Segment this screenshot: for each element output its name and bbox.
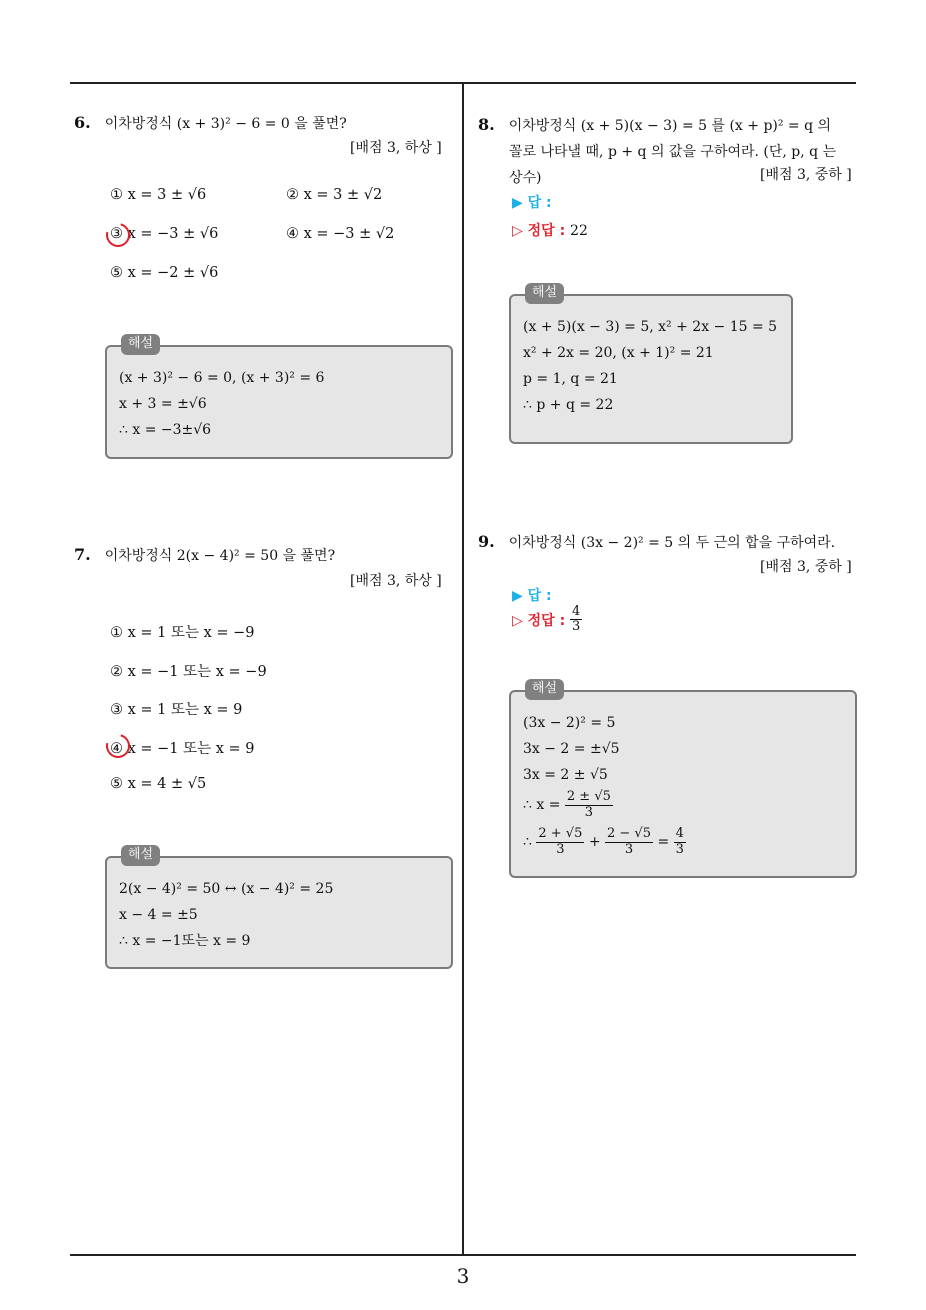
- question-text: 이차방정식 (x + 5)(x − 3) = 5 를 (x + p)² = q 의: [508, 118, 832, 134]
- selected-answer-mark: [102, 219, 135, 252]
- question-number: 8.: [478, 115, 495, 134]
- explanation-box: [105, 847, 453, 969]
- fraction-numerator: 2 − √5: [607, 826, 651, 842]
- explanation-line: (x + 5)(x − 3) = 5, x² + 2x − 15 = 5: [523, 319, 778, 335]
- fraction: [674, 827, 686, 857]
- choice-1[interactable]: ① x = 3 ± √6: [110, 187, 207, 203]
- fraction-denominator: 3: [572, 619, 581, 635]
- question-text: 상수): [509, 169, 542, 186]
- question-text: 이차방정식 2(x − 4)² = 50 을 풀면?: [104, 548, 336, 564]
- page-number: 3: [456, 1264, 470, 1288]
- choice-2[interactable]: ② x = −1 또는 x = −9: [110, 664, 267, 680]
- choice-1[interactable]: ① x = 1 또는 x = −9: [110, 625, 255, 641]
- explanation-label: 해설: [525, 283, 564, 304]
- explanation-line: 2(x − 4)² = 50 ↔ (x − 4)² = 25: [119, 881, 334, 897]
- explanation-prefix: ∴: [523, 834, 532, 850]
- answer-input-label[interactable]: ▶ 답 :: [512, 588, 552, 604]
- fraction-denominator: 3: [624, 841, 634, 857]
- explanation-prefix: ∴ x =: [523, 797, 561, 813]
- fraction: [605, 827, 653, 857]
- explanation-label: 해설: [525, 679, 564, 700]
- explanation-line: ∴ p + q = 22: [523, 397, 614, 413]
- explanation-label: 해설: [121, 845, 160, 866]
- correct-answer-label: ▷ 정답 :: [512, 223, 566, 239]
- correct-answer: [512, 605, 582, 635]
- choice-4[interactable]: ④ x = −1 또는 x = 9: [110, 741, 255, 757]
- explanation-line: 3x − 2 = ±√5: [523, 741, 620, 757]
- question-text: 꼴로 나타낼 때, p + q 의 값을 구하여라. (단, p, q 는: [509, 143, 837, 160]
- explanation-line: [523, 788, 843, 822]
- choice-2[interactable]: ② x = 3 ± √2: [286, 187, 383, 203]
- explanation-line: ∴ x = −3±√6: [119, 422, 212, 438]
- explanation-box: [509, 681, 857, 878]
- explanation-line: x − 4 = ±5: [119, 907, 198, 923]
- fraction-numerator: 2 ± √5: [566, 789, 611, 805]
- question-6: [74, 108, 347, 138]
- choice-3[interactable]: ③ x = 1 또는 x = 9: [110, 702, 243, 718]
- correct-answer: [512, 220, 588, 240]
- fraction-denominator: 3: [675, 841, 684, 857]
- bottom-rule: [70, 1254, 856, 1256]
- question-text: 이차방정식 (3x − 2)² = 5 의 두 근의 합을 구하여라.: [508, 535, 836, 551]
- column-divider: [462, 83, 464, 1255]
- explanation-line: x² + 2x = 20, (x + 1)² = 21: [523, 345, 714, 361]
- choice-3[interactable]: ③ x = −3 ± √6: [110, 226, 219, 242]
- fraction-numerator: 2 + √5: [538, 826, 583, 842]
- fraction-denominator: 3: [584, 804, 594, 820]
- question-7: [74, 540, 335, 570]
- explanation-line: p = 1, q = 21: [523, 371, 618, 387]
- plus-sign: +: [588, 834, 601, 850]
- fraction: [565, 790, 613, 820]
- correct-answer-value: 22: [570, 223, 588, 239]
- question-number: 6.: [74, 113, 91, 132]
- fraction-denominator: 3: [556, 841, 565, 857]
- choice-5[interactable]: ⑤ x = 4 ± √5: [110, 776, 207, 792]
- question-number: 7.: [74, 545, 91, 564]
- question-6-meta: [배점 3, 하상 ]: [350, 140, 442, 156]
- correct-answer-fraction: [570, 605, 582, 635]
- choice-4[interactable]: ④ x = −3 ± √2: [286, 226, 395, 242]
- equals-sign: =: [657, 834, 670, 850]
- choice-5[interactable]: ⑤ x = −2 ± √6: [110, 265, 219, 281]
- explanation-line: (3x − 2)² = 5: [523, 715, 616, 731]
- question-7-meta: [배점 3, 하상 ]: [350, 573, 442, 589]
- fraction-numerator: 4: [572, 604, 581, 619]
- fraction: [536, 827, 584, 857]
- question-8-meta: [배점 3, 중하 ]: [760, 167, 852, 183]
- explanation-label: 해설: [121, 334, 160, 355]
- explanation-box: [509, 285, 793, 444]
- question-9-meta: [배점 3, 중하 ]: [760, 559, 852, 575]
- question-number: 9.: [478, 532, 495, 551]
- explanation-line: x + 3 = ±√6: [119, 396, 207, 412]
- explanation-line: 3x = 2 ± √5: [523, 767, 608, 783]
- explanation-box: [105, 336, 453, 459]
- correct-answer-label: ▷ 정답 :: [512, 612, 566, 629]
- question-9: [478, 527, 862, 557]
- explanation-line: [523, 822, 843, 862]
- explanation-line: (x + 3)² − 6 = 0, (x + 3)² = 6: [119, 370, 325, 386]
- question-text: 이차방정식 (x + 3)² − 6 = 0 을 풀면?: [104, 116, 347, 132]
- answer-input-label[interactable]: ▶ 답 :: [512, 195, 552, 211]
- explanation-line: ∴ x = −1또는 x = 9: [119, 933, 251, 949]
- fraction-numerator: 4: [675, 826, 684, 842]
